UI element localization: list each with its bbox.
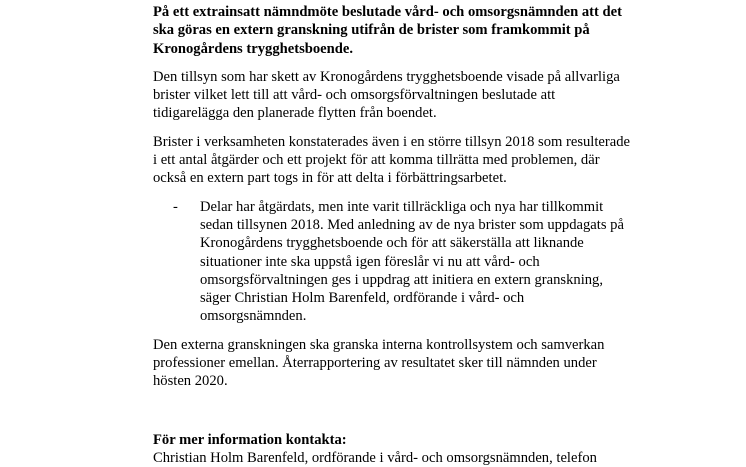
body-paragraph: Brister i verksamheten konstaterades även i en större tillsyn 2018 som resulterade i ett antal åtgärder och ett projekt för att komma tillrätta med problemen, där också en extern part togs in för att delta i förbättringsarbetet. — [153, 133, 630, 187]
contact-line: Christian Holm Barenfeld, ordförande i vård- och omsorgsnämnden, telefon — [153, 449, 597, 466]
quote-bullet-item — [153, 198, 633, 326]
closing-paragraph: Den externa granskningen ska granska interna kontrollsystem och samverkan professioner emellan. Återrapportering av resultatet sker till nämnden under hösten 2020. — [153, 336, 605, 390]
bullet-marker: - — [173, 198, 178, 215]
lead-paragraph: På ett extrainsatt nämndmöte beslutade vård- och omsorgsnämnden att det ska göras en extern granskning utifrån de brister som framkommit på Kronogårdens trygghetsboende. — [153, 4, 622, 57]
document-page — [153, 3, 633, 467]
section-spacer — [153, 401, 633, 431]
contact-heading: För mer information kontakta: — [153, 431, 347, 448]
body-paragraph: Den tillsyn som har skett av Kronogårdens trygghetsboende visade på allvarliga brister vilket lett till att vård- och omsorgsförvaltningen beslutade att tidigarelägga den planerade flytten från boendet. — [153, 68, 620, 122]
bullet-text: Delar har åtgärdats, men inte varit tillräckliga och nya har tillkommit sedan tillsynen 2018. Med anledning av de nya brister som uppdagats på Kronogårdens trygghetsboende och för att säkerställa att liknande situationer inte ska uppstå igen föreslår vi nu att vård- och omsorgsförvaltningen ges i uppdrag att initiera en extern granskning, säger Christian Holm Barenfeld, ordförande i vård- och omsorgsnämnden. — [200, 198, 624, 325]
